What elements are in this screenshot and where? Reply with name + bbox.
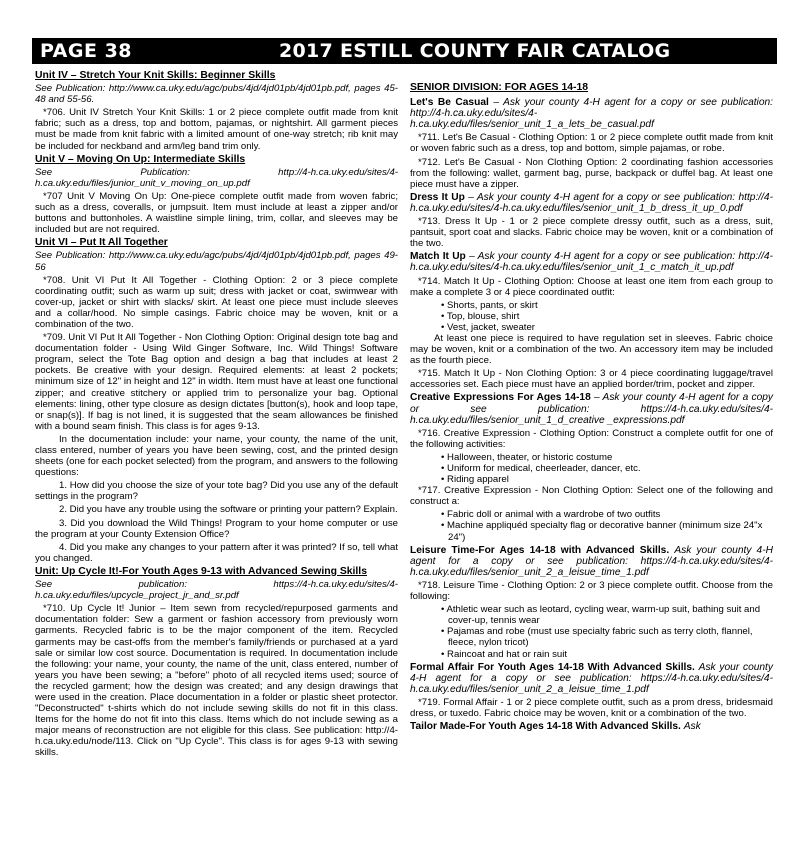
left-column: [35, 68, 398, 761]
list-item: • Riding apparel: [441, 474, 509, 486]
unit-v-heading: Unit V – Moving On Up: Intermediate Skills: [35, 153, 246, 165]
formal-affair-heading: [410, 662, 773, 695]
senior-division-heading: SENIOR DIVISION: FOR AGES 14-18: [410, 82, 589, 93]
list-item: • Athletic wear such as leotard, cycling wear, warm-up suit, bathing suit and cover-up, tennis wear: [441, 604, 761, 627]
formal-affair-title: Formal Affair For Youth Ages 14-18 With Advanced Skills.: [410, 661, 695, 673]
class-717: *717. Creative Expression - Non Clothing Option: Select one of the following and construct a:: [410, 485, 773, 508]
class-718: *718. Leisure Time - Clothing Option: 2 or 3 piece complete outfit. Choose from the following:: [410, 579, 773, 603]
dress-it-up-title: Dress It Up: [410, 191, 465, 203]
class-706: *706. Unit IV Stretch Your Knit Skills: 1 or 2 piece complete outfit made from knit fabric; such as a dress, top and bottom, pajamas, or nightshirt. All garment pieces must be made from knit fabric with a limited amount of one-way stretch; rib knit may be included for neckband and arm/leg band trim only.: [35, 107, 398, 152]
unit-vi-publication: See Publication: http://www.ca.uky.edu/agc/pubs/4jd/4jd01pb/4jd01pb.pdf, pages 49-56: [35, 250, 398, 273]
dress-it-up-heading: [410, 192, 773, 214]
class-710: *710. Up Cycle It! Junior – Item sewn from recycled/repurposed garments and documentation folder: Sew a garment or fashion accessory from previously worn garments. Recycled fabric is to be the major component of the item. Recycled garments may be cast-offs from the member's family/friends or purchased at a yard sale or similar low cost source. Documentation is required. In documentation include the following: your name, your county, the name of the unit, class entered, number of years you have been sewing; a "before" photo of all recycled items used; source of the recycled garment; how the design was created; and any design drawings that were used in the creation. Place documentation in a folder or plastic sheet protector. "Deconstructed" t-shirts which do not include sewing skills do not fit in this class. Items for the home do not fit into this class. Items which do not include sewing as a major means of reconstruction are not eligible for this class. See publication: http://4-h.ca.uky.edu/node/113. Click on "Up Cycle". This class is for ages 9-13 with sewing skills.: [35, 603, 398, 759]
list-item: • Pajamas and robe (must use specialty fabric such as terry cloth, flannel, fleece, nylon tricot): [441, 626, 753, 649]
formal-affair-publication: Ask your county 4-H agent for a copy or see publication: https://4-h.ca.uky.edu/sites/4-h.ca.uky.edu/files/senior_unit_2_a_leisue_time_1.pdf: [410, 661, 773, 695]
class-708: *708. Unit VI Put It All Together - Clothing Option: 2 or 3 piece complete coordinating outfit; such as warm up suit; dress with jacket or coat, swimwear with cover-up, jacket or shirt with slacks/ skirt. At least one piece must include sleeves and a collar/hood. No simple casings. Fabric choice may be woven, knit or a combination of the two.: [35, 274, 398, 330]
documentation-instructions: In the documentation include: your name, your county, the name of the unit, class entered, number of years you have been sewing, cost, and the printed design sheets (one for each pocket selected) from the program, and answers to the following questions:: [35, 433, 398, 479]
unit-iv-publication: See Publication: http://www.ca.uky.edu/agc/pubs/4jd/4jd01pb/4jd01pb.pdf, pages 45-48 and 55-56.: [35, 83, 398, 106]
leisure-time-publication: Ask your county 4-H agent for a copy or see publication: https://4-h.ca.uky.edu/sites/4-h.ca.uky.edu/files/senior_unit_2_a_leisue_time_1.pdf: [410, 544, 773, 578]
class-712: *712. Let's Be Casual - Non Clothing Option: 2 coordinating fashion accessories from the following: wallet, garment bag, purse, backpack or duffel bag. At least one piece must have a zipper.: [410, 156, 773, 190]
lets-be-casual-publication: – Ask your county 4-H agent for a copy or see publication: http://4-h.ca.uky.edu/sites/4-h.ca.uky.edu/files/senior_unit_1_a_lets_be_casual.pdf: [410, 97, 773, 131]
tailor-made-publication: Ask: [683, 721, 701, 733]
list-item: • Vest, jacket, sweater: [441, 321, 536, 333]
upcycle-publication: See publication: https://4-h.ca.uky.edu/sites/4-h.ca.uky.edu/files/upcycle_project_jr_and_sr.pdf: [35, 579, 398, 602]
class-709: *709. Unit VI Put It All Together - Non Clothing Option: Original design tote bag and documentation folder - Using Wild Ginger Software, Inc. Wild Things! Software program, select the Tote Bag option and design a bag that includes at least 2 pockets. Be creative with your design. Required elements: at least 2 pockets; minimum size of 12" in height and 12" in width. Item must have at least one functional zipper; and creative stitchery or applied trim to personalize your bag. Optional elements: lining, other type closure as design dictates [button(s), hook and loop tape, or snap(s)]. If bag is not lined, it is suggested that the seam allowances be finished with a bound seam finish. This class is for ages 9-13.: [35, 332, 398, 432]
lets-be-casual-title: Let's Be Casual: [410, 97, 489, 109]
unit-vi-heading: Unit VI – Put It All Together: [35, 237, 168, 249]
question-3: 3. Did you download the Wild Things! Program to your home computer or use the program at your County Extension Office?: [35, 517, 398, 540]
class-707: *707 Unit V Moving On Up: One-piece complete outfit made from woven fabric; such as a dress, coveralls, or jumpsuit. Item must include at least a zipper and/or buttons and buttonholes. A waistline simple lining, trim, collar, and sleeves may be included but are not required.: [35, 190, 398, 236]
tailor-made-title: Tailor Made-For Youth Ages 14-18 With Advanced Skills.: [410, 721, 681, 733]
creative-expressions-title: Creative Expressions For Ages 14-18: [410, 392, 591, 404]
match-it-up-title: Match It Up: [410, 251, 466, 263]
match-it-up-heading: [410, 251, 773, 273]
list-item: • Machine appliquéd specialty flag or decorative banner (minimum size 24"x 24"): [441, 520, 763, 543]
list-item: • Raincoat and hat or rain suit: [441, 648, 568, 660]
question-2: 2. Did you have any trouble using the software or printing your pattern? Explain.: [59, 504, 398, 516]
match-it-up-note: At least one piece is required to have regulation set in sleeves. Fabric choice may be woven, knit or a combination of the two. An accessory item may be included as the fourth piece.: [410, 332, 773, 367]
list-item: • Top, blouse, shirt: [441, 310, 520, 322]
class-711: *711. Let's Be Casual - Clothing Option: 1 or 2 piece complete outfit made from knit or woven fabric such as a dress, top and bottom, simple pajamas, or robe.: [410, 132, 773, 155]
class-715: *715. Match It Up - Non Clothing Option: 3 or 4 piece coordinating luggage/travel accessories set. Each piece must have an applied border/trim, pocket and zipper.: [410, 368, 773, 391]
leisure-time-heading: [410, 545, 773, 578]
upcycle-heading: Unit: Up Cycle It!-For Youth Ages 9-13 with Advanced Sewing Skills: [35, 565, 367, 577]
catalog-title: 2017 ESTILL COUNTY FAIR CATALOG: [279, 40, 671, 62]
right-column: [410, 68, 773, 734]
list-item: • Halloween, theater, or historic costume: [441, 451, 613, 463]
unit-v-publication: See Publication: http://4-h.ca.uky.edu/sites/4-h.ca.uky.edu/files/junior_unit_v_moving_on_up.pdf: [35, 166, 398, 189]
creative-expressions-heading: [410, 392, 773, 425]
list-item: • Fabric doll or animal with a wardrobe of two outfits: [441, 509, 661, 521]
page-number: PAGE 38: [40, 40, 133, 62]
list-item: • Shorts, pants, or skirt: [441, 299, 538, 311]
class-716: *716. Creative Expression - Clothing Option: Construct a complete outfit for one of the following activities:: [410, 427, 773, 450]
dress-it-up-publication: – Ask your county 4-H agent for a copy or see publication: http://4-h.ca.uky.edu/sites/4-h.ca.uky.edu/files/senior_unit_1_b_dress_it_up_0.pdf: [410, 191, 773, 214]
leisure-time-title: Leisure Time-For Ages 14-18 with Advanced Skills.: [410, 544, 670, 556]
class-714: *714. Match It Up - Clothing Option: Choose at least one item from each group to make a complete 3 or 4 piece coordinated outfit:: [410, 275, 773, 298]
question-4: 4. Did you make any changes to your pattern after it was printed? If so, tell what you changed.: [35, 541, 398, 564]
list-item: • Uniform for medical, cheerleader, dancer, etc.: [441, 463, 641, 474]
page-header: [32, 38, 777, 64]
question-1: 1. How did you choose the size of your tote bag? Did you use any of the default settings in the program?: [35, 480, 398, 503]
creative-expressions-publication: – Ask your county 4-H agent for a copy or see publication: https://4-h.ca.uky.edu/sites/4-h.ca.uky.edu/files/senior_unit_1_d_creative _expressions.pdf: [410, 392, 773, 426]
match-it-up-publication: – Ask your county 4-H agent for a copy or see publication: http://4-h.ca.uky.edu/sites/4-h.ca.uky.edu/files/senior_unit_1_c_match_it_up.pdf: [410, 251, 773, 274]
class-719: *719. Formal Affair - 1 or 2 piece complete outfit, such as a prom dress, bridesmaid dress, or tuxedo. Fabric choice may be woven, knit or a combination of the two.: [410, 696, 773, 719]
lets-be-casual-heading: [410, 97, 773, 130]
tailor-made-heading: [410, 721, 773, 732]
unit-iv-heading: Unit IV – Stretch Your Knit Skills: Beginner Skills: [35, 70, 276, 81]
class-713: *713. Dress It Up - 1 or 2 piece complete dressy outfit, such as a dress, suit, pantsuit, sport coat and slacks. Fabric choice may be woven, knit or a combination of the two.: [410, 216, 773, 250]
